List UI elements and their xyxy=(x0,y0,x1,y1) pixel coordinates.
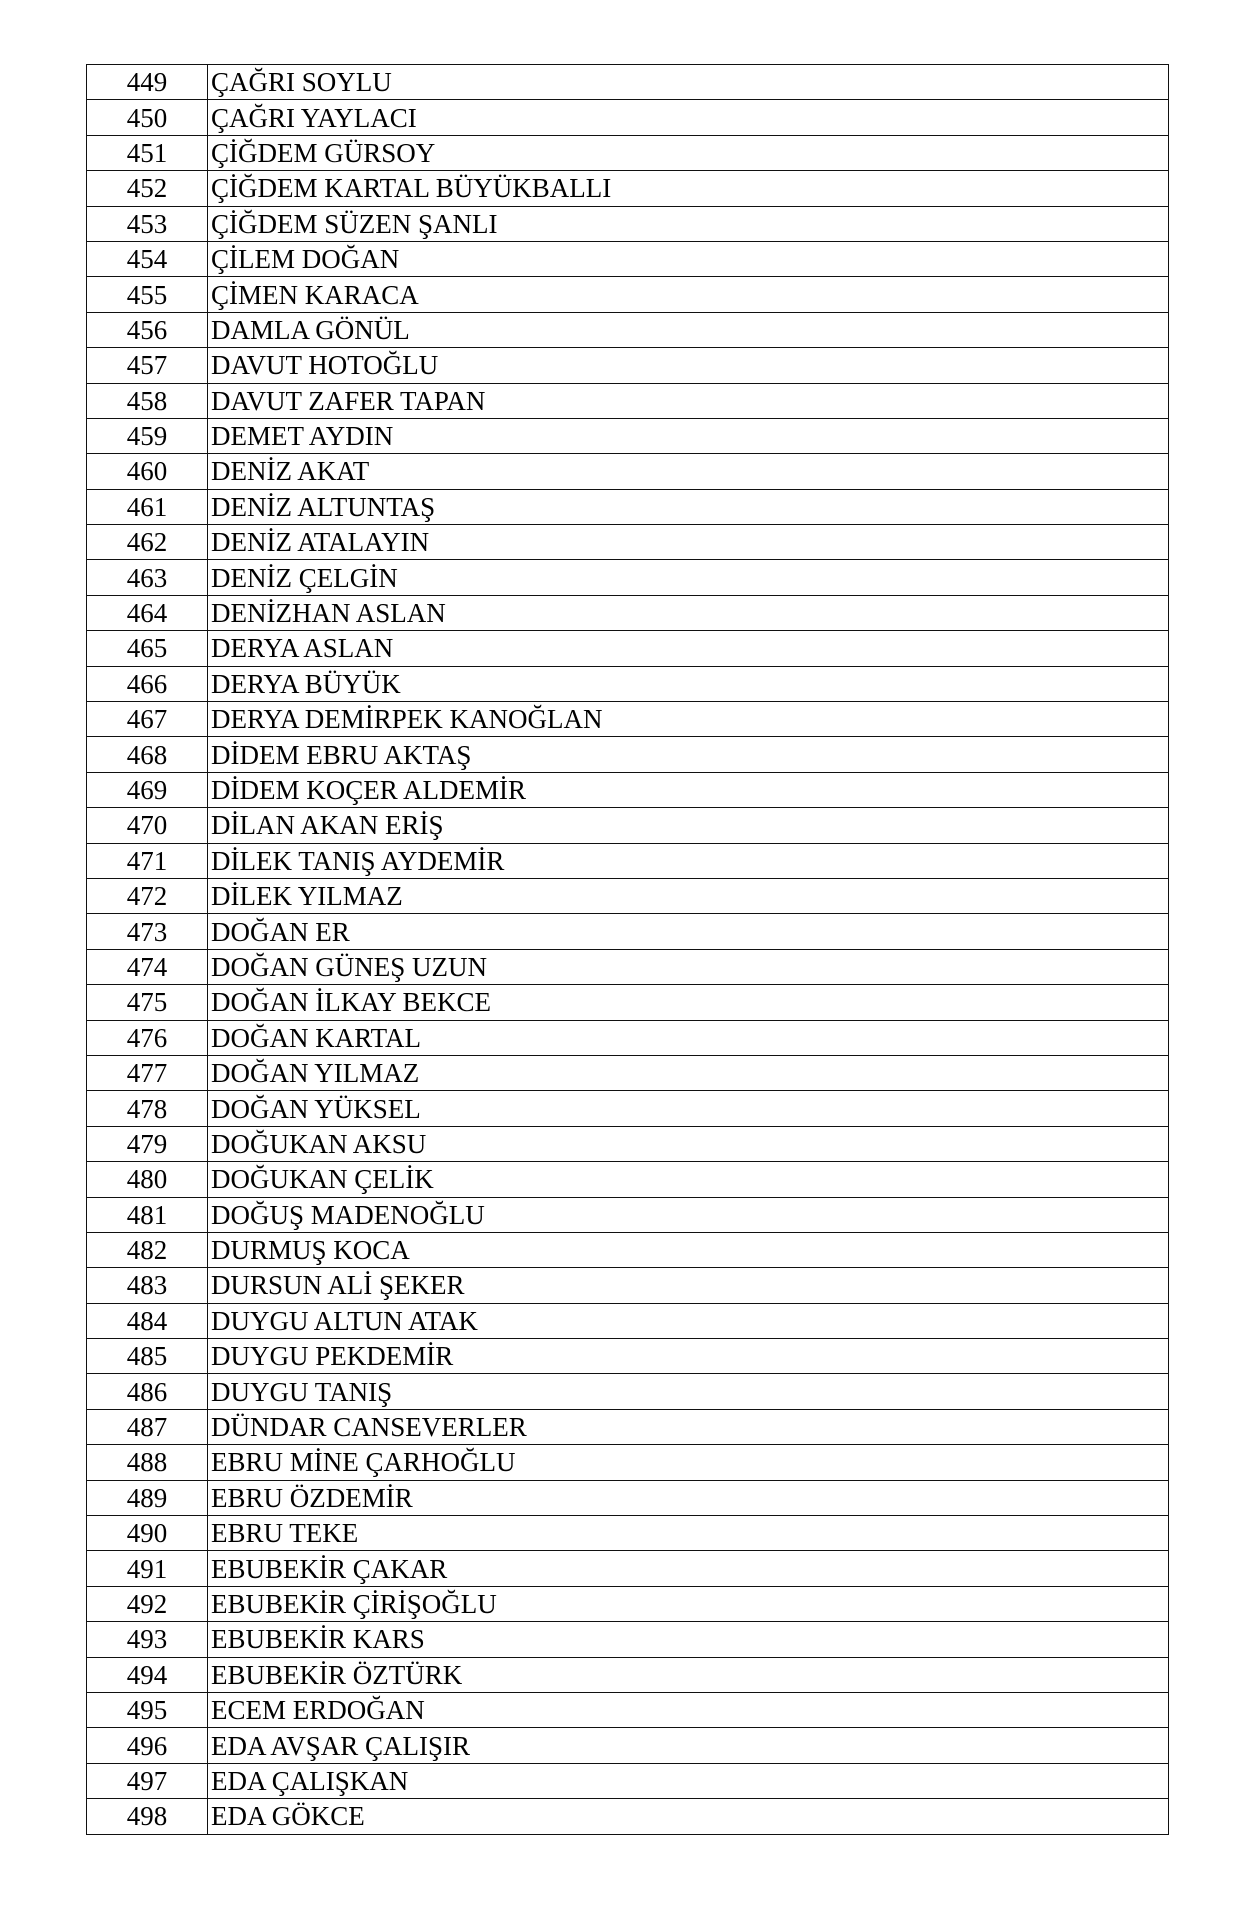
table-row xyxy=(87,1551,1169,1586)
row-number-cell: 489 xyxy=(87,1480,208,1515)
person-name-cell: DENİZ AKAT xyxy=(208,454,1169,489)
table-row xyxy=(87,1445,1169,1480)
person-name-cell: DERYA BÜYÜK xyxy=(208,666,1169,701)
row-number-cell: 451 xyxy=(87,135,208,170)
row-number-cell: 462 xyxy=(87,525,208,560)
person-name-cell: DENİZ ÇELGİN xyxy=(208,560,1169,595)
row-number-cell: 494 xyxy=(87,1657,208,1692)
person-name-cell: DOĞAN İLKAY BEKCE xyxy=(208,985,1169,1020)
row-number-cell: 449 xyxy=(87,65,208,100)
table-row xyxy=(87,454,1169,489)
table-row xyxy=(87,1126,1169,1161)
table-row xyxy=(87,631,1169,666)
row-number-cell: 453 xyxy=(87,206,208,241)
row-number-cell: 450 xyxy=(87,100,208,135)
row-number-cell: 487 xyxy=(87,1409,208,1444)
person-name-cell: ÇİĞDEM SÜZEN ŞANLI xyxy=(208,206,1169,241)
person-name-cell: ÇİĞDEM KARTAL BÜYÜKBALLI xyxy=(208,171,1169,206)
person-name-cell: DİLAN AKAN ERİŞ xyxy=(208,808,1169,843)
row-number-cell: 463 xyxy=(87,560,208,595)
person-name-cell: ÇAĞRI SOYLU xyxy=(208,65,1169,100)
row-number-cell: 492 xyxy=(87,1586,208,1621)
row-number-cell: 484 xyxy=(87,1303,208,1338)
row-number-cell: 486 xyxy=(87,1374,208,1409)
table-row xyxy=(87,702,1169,737)
person-name-cell: ÇAĞRI YAYLACI xyxy=(208,100,1169,135)
table-row xyxy=(87,737,1169,772)
table-row xyxy=(87,383,1169,418)
row-number-cell: 493 xyxy=(87,1622,208,1657)
names-table-body xyxy=(87,65,1169,1835)
table-row xyxy=(87,241,1169,276)
row-number-cell: 472 xyxy=(87,878,208,913)
person-name-cell: DEMET AYDIN xyxy=(208,418,1169,453)
table-row xyxy=(87,1055,1169,1090)
person-name-cell: EBRU ÖZDEMİR xyxy=(208,1480,1169,1515)
person-name-cell: ÇİĞDEM GÜRSOY xyxy=(208,135,1169,170)
row-number-cell: 456 xyxy=(87,312,208,347)
table-row xyxy=(87,1268,1169,1303)
person-name-cell: EBUBEKİR ÇAKAR xyxy=(208,1551,1169,1586)
table-row xyxy=(87,1692,1169,1727)
person-name-cell: EBRU MİNE ÇARHOĞLU xyxy=(208,1445,1169,1480)
table-row xyxy=(87,171,1169,206)
person-name-cell: ÇİLEM DOĞAN xyxy=(208,241,1169,276)
row-number-cell: 471 xyxy=(87,843,208,878)
table-row xyxy=(87,1232,1169,1267)
table-row xyxy=(87,1622,1169,1657)
table-row xyxy=(87,1409,1169,1444)
row-number-cell: 481 xyxy=(87,1197,208,1232)
row-number-cell: 496 xyxy=(87,1728,208,1763)
table-row xyxy=(87,949,1169,984)
table-row xyxy=(87,1020,1169,1055)
row-number-cell: 488 xyxy=(87,1445,208,1480)
person-name-cell: DAVUT ZAFER TAPAN xyxy=(208,383,1169,418)
row-number-cell: 483 xyxy=(87,1268,208,1303)
row-number-cell: 455 xyxy=(87,277,208,312)
table-row xyxy=(87,1339,1169,1374)
person-name-cell: DUYGU TANIŞ xyxy=(208,1374,1169,1409)
table-row xyxy=(87,1197,1169,1232)
table-row xyxy=(87,914,1169,949)
person-name-cell: EDA ÇALIŞKAN xyxy=(208,1763,1169,1798)
person-name-cell: DOĞAN YÜKSEL xyxy=(208,1091,1169,1126)
person-name-cell: DENİZHAN ASLAN xyxy=(208,595,1169,630)
row-number-cell: 495 xyxy=(87,1692,208,1727)
person-name-cell: EBUBEKİR ÇİRİŞOĞLU xyxy=(208,1586,1169,1621)
person-name-cell: EBUBEKİR ÖZTÜRK xyxy=(208,1657,1169,1692)
row-number-cell: 477 xyxy=(87,1055,208,1090)
table-row xyxy=(87,1516,1169,1551)
table-row xyxy=(87,666,1169,701)
person-name-cell: ECEM ERDOĞAN xyxy=(208,1692,1169,1727)
person-name-cell: DOĞUKAN AKSU xyxy=(208,1126,1169,1161)
row-number-cell: 459 xyxy=(87,418,208,453)
row-number-cell: 474 xyxy=(87,949,208,984)
row-number-cell: 482 xyxy=(87,1232,208,1267)
row-number-cell: 452 xyxy=(87,171,208,206)
row-number-cell: 458 xyxy=(87,383,208,418)
person-name-cell: DOĞAN ER xyxy=(208,914,1169,949)
table-row xyxy=(87,525,1169,560)
row-number-cell: 475 xyxy=(87,985,208,1020)
person-name-cell: DİDEM EBRU AKTAŞ xyxy=(208,737,1169,772)
table-row xyxy=(87,100,1169,135)
person-name-cell: DAMLA GÖNÜL xyxy=(208,312,1169,347)
person-name-cell: DOĞAN YILMAZ xyxy=(208,1055,1169,1090)
person-name-cell: DERYA ASLAN xyxy=(208,631,1169,666)
person-name-cell: DENİZ ATALAYIN xyxy=(208,525,1169,560)
person-name-cell: DİLEK YILMAZ xyxy=(208,878,1169,913)
table-row xyxy=(87,1799,1169,1834)
table-row xyxy=(87,1374,1169,1409)
person-name-cell: DUYGU PEKDEMİR xyxy=(208,1339,1169,1374)
table-row xyxy=(87,1728,1169,1763)
table-row xyxy=(87,65,1169,100)
table-row xyxy=(87,1763,1169,1798)
table-row xyxy=(87,985,1169,1020)
table-row xyxy=(87,1657,1169,1692)
person-name-cell: DURSUN ALİ ŞEKER xyxy=(208,1268,1169,1303)
table-row xyxy=(87,206,1169,241)
table-row xyxy=(87,772,1169,807)
row-number-cell: 490 xyxy=(87,1516,208,1551)
row-number-cell: 479 xyxy=(87,1126,208,1161)
names-table xyxy=(86,64,1169,1835)
person-name-cell: DİLEK TANIŞ AYDEMİR xyxy=(208,843,1169,878)
person-name-cell: DOĞAN KARTAL xyxy=(208,1020,1169,1055)
table-row xyxy=(87,595,1169,630)
person-name-cell: EBRU TEKE xyxy=(208,1516,1169,1551)
table-row xyxy=(87,808,1169,843)
row-number-cell: 468 xyxy=(87,737,208,772)
person-name-cell: EDA GÖKCE xyxy=(208,1799,1169,1834)
table-row xyxy=(87,1586,1169,1621)
table-row xyxy=(87,560,1169,595)
person-name-cell: EDA AVŞAR ÇALIŞIR xyxy=(208,1728,1169,1763)
table-row xyxy=(87,418,1169,453)
row-number-cell: 485 xyxy=(87,1339,208,1374)
row-number-cell: 476 xyxy=(87,1020,208,1055)
row-number-cell: 470 xyxy=(87,808,208,843)
table-row xyxy=(87,489,1169,524)
row-number-cell: 464 xyxy=(87,595,208,630)
person-name-cell: DERYA DEMİRPEK KANOĞLAN xyxy=(208,702,1169,737)
row-number-cell: 469 xyxy=(87,772,208,807)
table-row xyxy=(87,1091,1169,1126)
table-row xyxy=(87,1162,1169,1197)
table-row xyxy=(87,135,1169,170)
person-name-cell: ÇİMEN KARACA xyxy=(208,277,1169,312)
row-number-cell: 461 xyxy=(87,489,208,524)
row-number-cell: 478 xyxy=(87,1091,208,1126)
row-number-cell: 454 xyxy=(87,241,208,276)
person-name-cell: DOĞUŞ MADENOĞLU xyxy=(208,1197,1169,1232)
row-number-cell: 460 xyxy=(87,454,208,489)
row-number-cell: 465 xyxy=(87,631,208,666)
row-number-cell: 497 xyxy=(87,1763,208,1798)
row-number-cell: 480 xyxy=(87,1162,208,1197)
row-number-cell: 498 xyxy=(87,1799,208,1834)
person-name-cell: DUYGU ALTUN ATAK xyxy=(208,1303,1169,1338)
person-name-cell: DURMUŞ KOCA xyxy=(208,1232,1169,1267)
person-name-cell: DOĞAN GÜNEŞ UZUN xyxy=(208,949,1169,984)
row-number-cell: 467 xyxy=(87,702,208,737)
person-name-cell: DOĞUKAN ÇELİK xyxy=(208,1162,1169,1197)
table-row xyxy=(87,312,1169,347)
table-row xyxy=(87,277,1169,312)
person-name-cell: DAVUT HOTOĞLU xyxy=(208,348,1169,383)
person-name-cell: DENİZ ALTUNTAŞ xyxy=(208,489,1169,524)
table-row xyxy=(87,843,1169,878)
table-row xyxy=(87,878,1169,913)
row-number-cell: 457 xyxy=(87,348,208,383)
row-number-cell: 491 xyxy=(87,1551,208,1586)
table-row xyxy=(87,1303,1169,1338)
table-row xyxy=(87,1480,1169,1515)
person-name-cell: DÜNDAR CANSEVERLER xyxy=(208,1409,1169,1444)
person-name-cell: DİDEM KOÇER ALDEMİR xyxy=(208,772,1169,807)
person-name-cell: EBUBEKİR KARS xyxy=(208,1622,1169,1657)
table-row xyxy=(87,348,1169,383)
row-number-cell: 473 xyxy=(87,914,208,949)
row-number-cell: 466 xyxy=(87,666,208,701)
